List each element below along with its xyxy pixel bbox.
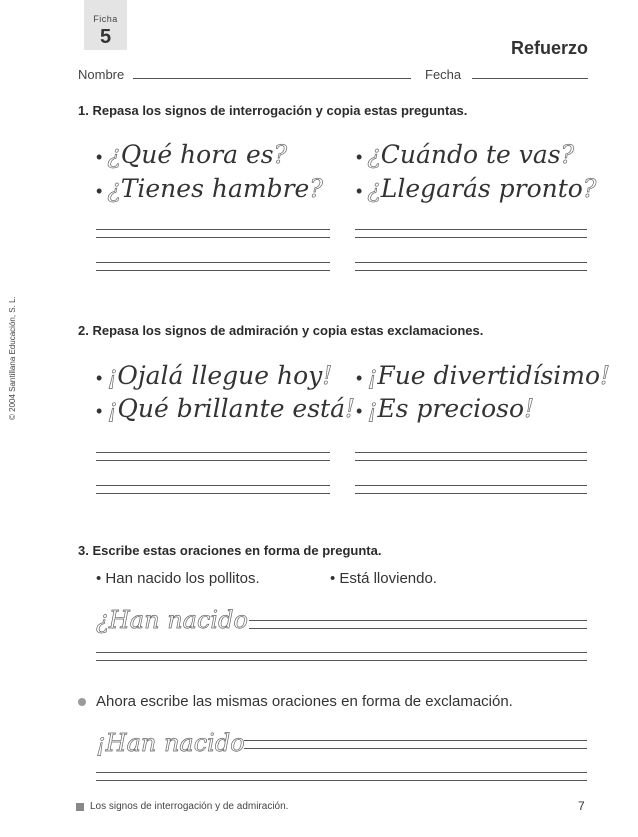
phrase: Qué brillante está — [117, 394, 346, 423]
open-mark: ¡ — [367, 394, 378, 423]
section1-heading: 1. Repasa los signos de interrogación y copia estas preguntas. — [78, 103, 468, 118]
question-example: ¿Han nacido — [96, 606, 248, 634]
section2-right-item — [356, 361, 610, 390]
ficha-number: 5 — [99, 26, 112, 48]
writing-line[interactable] — [249, 620, 587, 621]
writing-line[interactable] — [96, 229, 330, 230]
section3-heading: 3. Escribe estas oraciones en forma de pregunta. — [78, 543, 382, 558]
square-icon — [76, 803, 84, 811]
bullet: • — [96, 181, 108, 201]
bullet-icon — [78, 698, 86, 706]
bullet: • — [96, 401, 108, 421]
sentence-lloviendo: • Está lloviendo. — [330, 570, 437, 587]
close-mark: ? — [582, 174, 597, 203]
writing-line[interactable] — [96, 270, 330, 271]
writing-line[interactable] — [355, 237, 587, 238]
ficha-label: Ficha — [93, 14, 118, 24]
writing-line[interactable] — [355, 262, 587, 263]
close-mark: ? — [560, 140, 575, 169]
writing-line[interactable] — [96, 660, 587, 661]
phrase: Qué hora es — [120, 140, 274, 169]
writing-line[interactable] — [96, 780, 587, 781]
writing-line[interactable] — [355, 485, 587, 486]
copyright-text: © 2004 Santillana Educación, S. L. — [8, 296, 17, 420]
section1-right-item — [356, 174, 596, 203]
phrase: Llegarás pronto — [380, 174, 583, 203]
writing-line[interactable] — [244, 748, 587, 749]
name-field[interactable] — [133, 78, 411, 79]
section1-right-item — [356, 140, 574, 169]
footer-text: Los signos de interrogación y de admiración. — [90, 801, 289, 812]
close-mark: ? — [273, 140, 288, 169]
writing-line[interactable] — [249, 628, 587, 629]
exclaim-instruction: Ahora escribe las mismas oraciones en forma de exclamación. — [96, 693, 513, 710]
writing-line[interactable] — [96, 772, 587, 773]
section2-left-item — [96, 361, 332, 390]
section1-left-item — [96, 174, 323, 203]
open-mark: ¡ — [107, 394, 118, 423]
close-mark: ! — [524, 394, 535, 423]
date-label: Fecha — [425, 67, 462, 82]
bullet: • — [356, 181, 368, 201]
section2-heading: 2. Repasa los signos de admiración y copia estas exclamaciones. — [78, 323, 484, 338]
exclaim-example: ¡Han nacido — [96, 729, 245, 757]
open-mark: ¡ — [107, 361, 118, 390]
section2-left-item — [96, 394, 355, 423]
phrase: Es precioso — [377, 394, 525, 423]
bullet: • — [96, 368, 108, 388]
writing-line[interactable] — [96, 452, 330, 453]
close-mark: ! — [600, 361, 611, 390]
writing-line[interactable] — [355, 229, 587, 230]
section1-left-item — [96, 140, 287, 169]
close-mark: ! — [322, 361, 333, 390]
writing-line[interactable] — [355, 452, 587, 453]
writing-line[interactable] — [355, 270, 587, 271]
page-title: Refuerzo — [510, 38, 588, 58]
bullet: • — [356, 401, 368, 421]
writing-line[interactable] — [244, 740, 587, 741]
open-mark: ¿ — [107, 140, 121, 169]
phrase: Fue divertidísimo — [377, 361, 601, 390]
writing-line[interactable] — [96, 493, 330, 494]
writing-line[interactable] — [355, 493, 587, 494]
open-mark: ¿ — [107, 174, 121, 203]
open-mark: ¿ — [367, 174, 381, 203]
writing-line[interactable] — [96, 262, 330, 263]
sentence-pollitos: • Han nacido los pollitos. — [96, 570, 260, 587]
open-mark: ¡ — [367, 361, 378, 390]
close-mark: ! — [345, 394, 356, 423]
writing-line[interactable] — [96, 652, 587, 653]
phrase: Cuándo te vas — [380, 140, 561, 169]
bullet: • — [96, 147, 108, 167]
close-mark: ? — [309, 174, 323, 203]
phrase: Tienes hambre — [120, 174, 310, 203]
bullet: • — [356, 147, 368, 167]
section2-right-item — [356, 394, 534, 423]
writing-line[interactable] — [355, 460, 587, 461]
open-mark: ¿ — [367, 140, 381, 169]
writing-line[interactable] — [96, 237, 330, 238]
phrase: Ojalá llegue hoy — [117, 361, 323, 390]
page-number: 7 — [578, 799, 585, 813]
bullet: • — [356, 368, 368, 388]
name-label: Nombre — [78, 67, 125, 82]
writing-line[interactable] — [96, 460, 330, 461]
date-field[interactable] — [472, 78, 588, 79]
writing-line[interactable] — [96, 485, 330, 486]
